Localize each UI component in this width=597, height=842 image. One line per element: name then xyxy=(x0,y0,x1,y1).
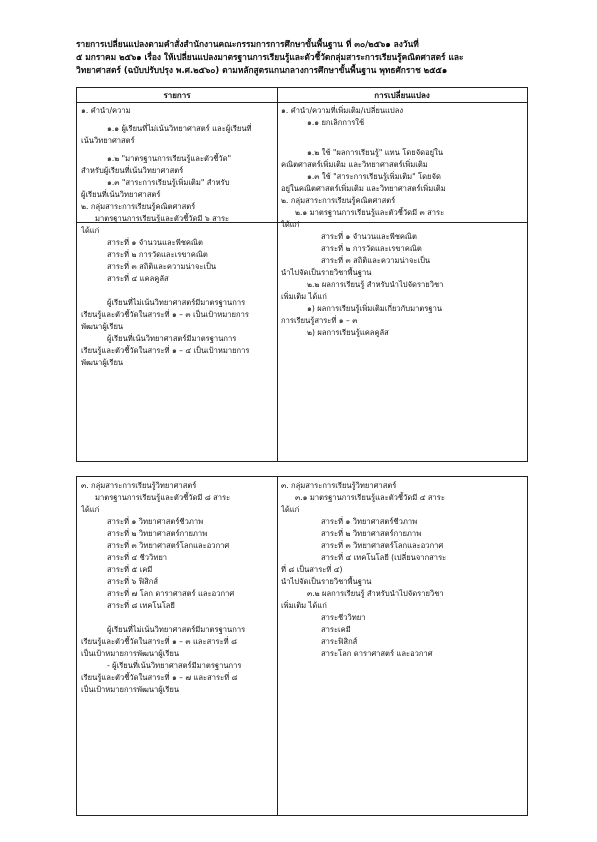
table2-left-column xyxy=(81,480,275,696)
col-header-items: รายการ xyxy=(163,91,191,100)
table-line: ที่ ๘ เป็นสาระที่ ๔) xyxy=(281,565,343,574)
table-line: ๒. กลุ่มสาระการเรียนรู้คณิตศาสตร์ xyxy=(81,202,196,211)
table-line: ผู้เรียนที่เน้นวิทยาศาสตร์มีมาตรฐานการ xyxy=(107,334,237,343)
table-line: ๒) ผลการเรียนรู้แคลคูลัส xyxy=(307,328,389,337)
table-line: สาระที่ ๕ เคมี xyxy=(107,565,153,574)
table-line: พัฒนาผู้เรียน xyxy=(81,322,124,331)
table-line: สาระโลก ดาราศาสตร์ และอวกาศ xyxy=(321,649,433,658)
table-line: สาระที่ ๖ ฟิสิกส์ xyxy=(107,577,158,586)
table-line: สาระที่ ๒ การวัดและเรขาคณิต xyxy=(107,250,208,259)
table-line: ๑.๑ ยกเลิกการใช้ xyxy=(307,118,365,127)
table-line: นำไปจัดเป็นรายวิชาพื้นฐาน xyxy=(281,268,372,277)
table-line: สาระที่ ๗ โลก ดาราศาสตร์ และอวกาศ xyxy=(107,589,235,598)
table-line: มาตรฐานการเรียนรู้และตัวชี้วัดมี ๖ สาระ xyxy=(95,214,230,223)
table-line: - ผู้เรียนที่เน้นวิทยาศาสตร์มีมาตรฐานการ xyxy=(107,661,242,670)
table-line: เรียนรู้และตัวชี้วัดในสาระที่ ๑ – ๓ และสาระที่ ๘ xyxy=(81,637,237,646)
table-line: ๑.๑ ผู้เรียนที่ไม่เน้นวิทยาศาสตร์ และผู้เรียนที่ xyxy=(107,124,252,133)
table-line: ๒.๒ ผลการเรียนรู้ สำหรับนำไปจัดรายวิชา xyxy=(307,280,444,289)
table-line: ๑.๒ "มาตรฐานการเรียนรู้และตัวชี้วัด" xyxy=(107,154,232,163)
table-line: คณิตศาสตร์เพิ่มเติม และวิทยาศาสตร์เพิ่มเติม xyxy=(281,160,428,169)
table-line: สาระที่ ๒ การวัดและเรขาคณิต xyxy=(321,244,422,253)
table-line: สาระที่ ๓ สถิติและความน่าจะเป็น xyxy=(321,256,431,265)
table-line: สาระที่ ๑ วิทยาศาสตร์ชีวภาพ xyxy=(321,517,418,526)
table-line: เรียนรู้และตัวชี้วัดในสาระที่ ๑ – ๗ และสาระที่ ๘ xyxy=(81,673,238,682)
header-line: รายการเปลี่ยนแปลงตามคำสั่งสำนักงานคณะกรรมการการศึกษาขั้นพื้นฐาน ที่ ๓๐/๒๕๖๑ ลงวันที่ xyxy=(76,39,419,49)
table-line: ได้แก่ xyxy=(81,505,100,514)
table-line: ๑.๓ ใช้ "สาระการเรียนรู้เพิ่มเติม" โดยจัด xyxy=(307,172,441,181)
table-line: ๓.๑ มาตรฐานการเรียนรู้และตัวชี้วัดมี ๔ สาระ xyxy=(295,493,445,502)
table-line: สาระที่ ๔ ชีววิทยา xyxy=(107,553,168,562)
table-line: สาระที่ ๔ แคลคูลัส xyxy=(107,274,169,283)
table-line: เป็นเป้าหมายการพัฒนาผู้เรียน xyxy=(81,649,180,658)
comparison-table-1 xyxy=(76,87,528,462)
table-line: สาระที่ ๒ วิทยาศาสตร์กายภาพ xyxy=(107,529,208,538)
table-line: สาระที่ ๑ วิทยาศาสตร์ชีวภาพ xyxy=(107,517,204,526)
table-line: ผู้เรียนที่ไม่เน้นวิทยาศาสตร์มีมาตรฐานการ xyxy=(107,625,246,634)
table-line: มาตรฐานการเรียนรู้และตัวชี้วัดมี ๘ สาระ xyxy=(95,493,231,502)
table-line: เรียนรู้และตัวชี้วัดในสาระที่ ๑ – ๓ เป็นเป้าหมายการ xyxy=(81,310,249,319)
table-line: เป็นเป้าหมายการพัฒนาผู้เรียน xyxy=(81,685,180,694)
header-divider xyxy=(77,102,527,103)
table-line: ได้แก่ xyxy=(281,220,300,229)
table-line: ได้แก่ xyxy=(281,505,300,514)
table-line: การเรียนรู้สาระที่ ๑ – ๓ xyxy=(281,316,358,325)
table-line: สาระที่ ๘ เทคโนโลยี xyxy=(107,601,175,610)
table-line: ๒.๑ มาตรฐานการเรียนรู้และตัวชี้วัดมี ๓ สาระ xyxy=(295,208,445,217)
document-header xyxy=(76,38,528,77)
table-line: ๑.๒ ใช้ "ผลการเรียนรู้" แทน โดยจัดอยู่ใน xyxy=(307,148,444,157)
column-divider xyxy=(277,477,278,815)
comparison-table-2 xyxy=(76,476,528,816)
table1-left-column xyxy=(81,105,275,369)
table-line: เพิ่มเติม ได้แก่ xyxy=(281,601,327,610)
table-line: ๓.๒ ผลการเรียนรู้ สำหรับนำไปจัดรายวิชา xyxy=(307,589,444,598)
table-line: เรียนรู้และตัวชี้วัดในสาระที่ ๑ – ๔ เป็นเป้าหมายการ xyxy=(81,346,250,355)
table-line: สาระที่ ๒ วิทยาศาสตร์กายภาพ xyxy=(321,529,422,538)
table1-right-column xyxy=(281,105,525,339)
table-line: พัฒนาผู้เรียน xyxy=(81,358,124,367)
table-line: สาระชีววิทยา xyxy=(321,613,366,622)
table-line: สาระเคมี xyxy=(321,625,351,634)
table-line: ๑. คำนำ/ความ xyxy=(81,106,131,115)
table-line: ผู้เรียนที่เน้นวิทยาศาสตร์ xyxy=(81,190,161,199)
table-line: สาระที่ ๑ จำนวนและพีชคณิต xyxy=(321,232,417,241)
table-line: นำไปจัดเป็นรายวิชาพื้นฐาน xyxy=(281,577,372,586)
table-line: สาระที่ ๓ สถิติและความน่าจะเป็น xyxy=(107,262,217,271)
table-line: ผู้เรียนที่ไม่เน้นวิทยาศาสตร์มีมาตรฐานการ xyxy=(107,298,246,307)
col-header-changes: การเปลี่ยนแปลง xyxy=(374,91,430,100)
header-line: วิทยาศาสตร์ (ฉบับปรับปรุง พ.ศ.๒๕๖๐) ตามหลักสูตรแกนกลางการศึกษาขั้นพื้นฐาน พุทธศักราช ๒๕๕๑ xyxy=(76,65,448,75)
table-line: ๓. กลุ่มสาระการเรียนรู้วิทยาศาสตร์ xyxy=(81,481,197,490)
table-line: ๑.๓ "สาระการเรียนรู้เพิ่มเติม" สำหรับ xyxy=(107,178,230,187)
table2-right-column xyxy=(281,480,525,660)
table-line: เพิ่มเติม ได้แก่ xyxy=(281,292,327,301)
table-line: สาระที่ ๓ วิทยาศาสตร์โลกและอวกาศ xyxy=(321,541,444,550)
table-line: ๑) ผลการเรียนรู้เพิ่มเติมเกี่ยวกับมาตรฐาน xyxy=(307,304,443,313)
table-line: ๓. กลุ่มสาระการเรียนรู้วิทยาศาสตร์ xyxy=(281,481,397,490)
table-line: สาระที่ ๑ จำนวนและพีชคณิต xyxy=(107,238,203,247)
table-line: ๑. คำนำ/ความที่เพิ่มเติม/เปลี่ยนแปลง xyxy=(281,106,404,115)
table-line: ๒. กลุ่มสาระการเรียนรู้คณิตศาสตร์ xyxy=(281,196,396,205)
column-divider xyxy=(277,88,278,461)
table-line: สาระที่ ๓ วิทยาศาสตร์โลกและอวกาศ xyxy=(107,541,230,550)
table-line: สาระที่ ๔ เทคโนโลยี (เปลี่ยนจากสาระ xyxy=(321,553,447,562)
table-line: สาระฟิสิกส์ xyxy=(321,637,358,646)
header-line: ๕ มกราคม ๒๕๖๑ เรื่อง ให้เปลี่ยนแปลงมาตรฐานการเรียนรู้และตัวชี้วัดกลุ่มสาระการเรียนรู้คณิตศาสตร์ และ xyxy=(76,52,464,62)
table-line: อยู่ในคณิตศาสตร์เพิ่มเติม และวิทยาศาสตร์เพิ่มเติม xyxy=(281,184,446,193)
table-line: ได้แก่ xyxy=(81,226,100,235)
table-line: เน้นวิทยาศาสตร์ xyxy=(81,136,135,145)
table-line: สำหรับผู้เรียนที่เน้นวิทยาศาสตร์ xyxy=(81,166,184,175)
